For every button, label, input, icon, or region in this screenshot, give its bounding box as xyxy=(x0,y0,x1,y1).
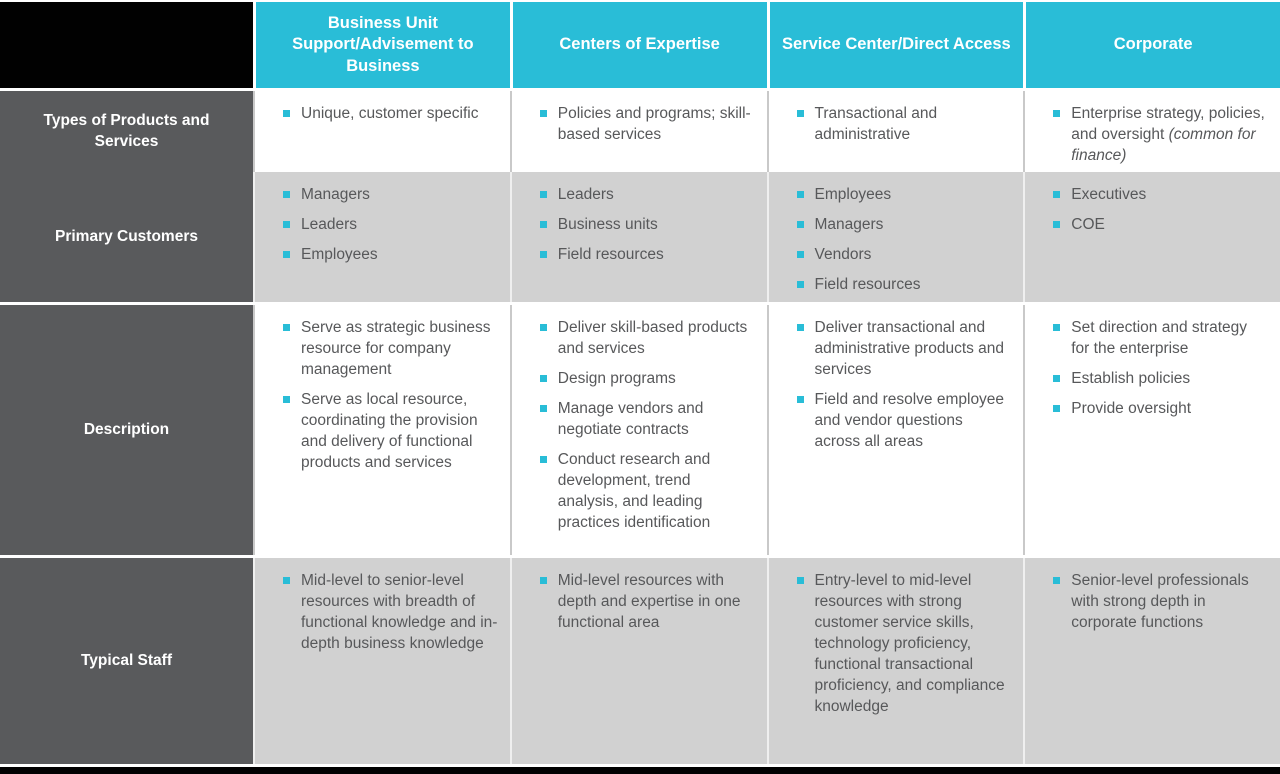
table-header-row xyxy=(0,2,1280,88)
bullet-square-icon xyxy=(283,110,290,117)
bullet-item: Unique, customer specific xyxy=(283,103,498,124)
bullet-square-icon xyxy=(283,324,290,331)
cell-description-coe xyxy=(510,305,767,555)
bullet-square-icon xyxy=(797,577,804,584)
bullet-square-icon xyxy=(797,110,804,117)
bullet-square-icon xyxy=(797,251,804,258)
bullet-square-icon xyxy=(1053,110,1060,117)
row-header-primary-customers: Primary Customers xyxy=(0,172,253,302)
bullet-square-icon xyxy=(283,251,290,258)
bullet-item: Set direction and strategy for the enterprise xyxy=(1053,317,1268,359)
bullet-square-icon xyxy=(797,281,804,288)
bullet-item: Deliver skill-based products and services xyxy=(540,317,755,359)
cell-description-corporate xyxy=(1023,305,1280,555)
cell-customers-service-center xyxy=(767,172,1024,302)
bullet-square-icon xyxy=(540,324,547,331)
cell-types-corporate xyxy=(1023,91,1280,172)
bullet-item: Mid-level to senior-level resources with breadth of functional knowledge and in-depth business knowledge xyxy=(283,570,498,654)
bullet-item: Establish policies xyxy=(1053,368,1268,389)
bullet-square-icon xyxy=(283,577,290,584)
cell-staff-coe xyxy=(510,558,767,764)
bullet-item: Field resources xyxy=(797,274,1012,295)
cell-staff-business-unit xyxy=(253,558,510,764)
table-row-description xyxy=(0,305,1280,555)
table-row-primary-customers xyxy=(0,172,1280,302)
bullet-item xyxy=(1053,103,1268,166)
bullet-item: Business units xyxy=(540,214,755,235)
bullet-item: Entry-level to mid-level resources with strong customer service skills, technology proficiency, functional transactional proficiency, and compliance knowledge xyxy=(797,570,1012,717)
bullet-square-icon xyxy=(540,405,547,412)
cell-customers-coe xyxy=(510,172,767,302)
bullet-item: Serve as strategic business resource for company management xyxy=(283,317,498,380)
cell-description-service-center xyxy=(767,305,1024,555)
bullet-square-icon xyxy=(1053,375,1060,382)
bullet-square-icon xyxy=(283,221,290,228)
cell-staff-corporate xyxy=(1023,558,1280,764)
bullet-square-icon xyxy=(1053,324,1060,331)
cell-customers-business-unit xyxy=(253,172,510,302)
bullet-square-icon xyxy=(797,221,804,228)
cell-types-business-unit xyxy=(253,91,510,172)
bullet-item: Executives xyxy=(1053,184,1268,205)
row-header-description: Description xyxy=(0,305,253,555)
column-header-business-unit-support: Business Unit Support/Advisement to Business xyxy=(253,2,510,88)
bullet-item: Mid-level resources with depth and expertise in one functional area xyxy=(540,570,755,633)
bullet-square-icon xyxy=(1053,577,1060,584)
column-header-service-center: Service Center/Direct Access xyxy=(767,2,1024,88)
bullet-square-icon xyxy=(540,456,547,463)
bullet-square-icon xyxy=(283,191,290,198)
cell-customers-corporate xyxy=(1023,172,1280,302)
bullet-item: Senior-level professionals with strong depth in corporate functions xyxy=(1053,570,1268,633)
bullet-item: Serve as local resource, coordinating the provision and delivery of functional products and services xyxy=(283,389,498,473)
bullet-item: Managers xyxy=(797,214,1012,235)
bullet-square-icon xyxy=(797,324,804,331)
corner-cell xyxy=(0,2,253,88)
column-header-centers-of-expertise: Centers of Expertise xyxy=(510,2,767,88)
bullet-item: Field resources xyxy=(540,244,755,265)
cell-types-service-center xyxy=(767,91,1024,172)
bullet-square-icon xyxy=(1053,405,1060,412)
cell-description-business-unit xyxy=(253,305,510,555)
bullet-item: Field and resolve employee and vendor questions across all areas xyxy=(797,389,1012,452)
bullet-square-icon xyxy=(540,221,547,228)
bullet-item: Deliver transactional and administrative products and services xyxy=(797,317,1012,380)
table-row-typical-staff xyxy=(0,558,1280,764)
italic-note: (common for finance) xyxy=(1071,126,1256,164)
bullet-item: Employees xyxy=(283,244,498,265)
bullet-square-icon xyxy=(540,577,547,584)
table-row-types-of-products xyxy=(0,91,1280,169)
bullet-item: Employees xyxy=(797,184,1012,205)
slide-bottom-border xyxy=(0,767,1280,774)
bullet-square-icon xyxy=(797,396,804,403)
bullet-item: COE xyxy=(1053,214,1268,235)
bullet-main-text: Enterprise strategy, policies, and oversight xyxy=(1071,105,1265,143)
bullet-square-icon xyxy=(540,251,547,258)
bullet-item: Leaders xyxy=(283,214,498,235)
bullet-item: Design programs xyxy=(540,368,755,389)
bullet-square-icon xyxy=(540,191,547,198)
bullet-item: Provide oversight xyxy=(1053,398,1268,419)
bullet-square-icon xyxy=(797,191,804,198)
bullet-item: Leaders xyxy=(540,184,755,205)
bullet-item: Policies and programs; skill-based services xyxy=(540,103,755,145)
row-header-types-of-products: Types of Products and Services xyxy=(0,91,253,172)
bullet-item: Manage vendors and negotiate contracts xyxy=(540,398,755,440)
bullet-square-icon xyxy=(1053,221,1060,228)
cell-types-coe xyxy=(510,91,767,172)
bullet-item: Vendors xyxy=(797,244,1012,265)
bullet-item: Managers xyxy=(283,184,498,205)
bullet-item: Conduct research and development, trend analysis, and leading practices identification xyxy=(540,449,755,533)
bullet-item: Transactional and administrative xyxy=(797,103,1012,145)
cell-staff-service-center xyxy=(767,558,1024,764)
bullet-square-icon xyxy=(540,375,547,382)
bullet-square-icon xyxy=(1053,191,1060,198)
row-header-typical-staff: Typical Staff xyxy=(0,558,253,764)
column-header-corporate: Corporate xyxy=(1023,2,1280,88)
bullet-square-icon xyxy=(283,396,290,403)
bullet-square-icon xyxy=(540,110,547,117)
